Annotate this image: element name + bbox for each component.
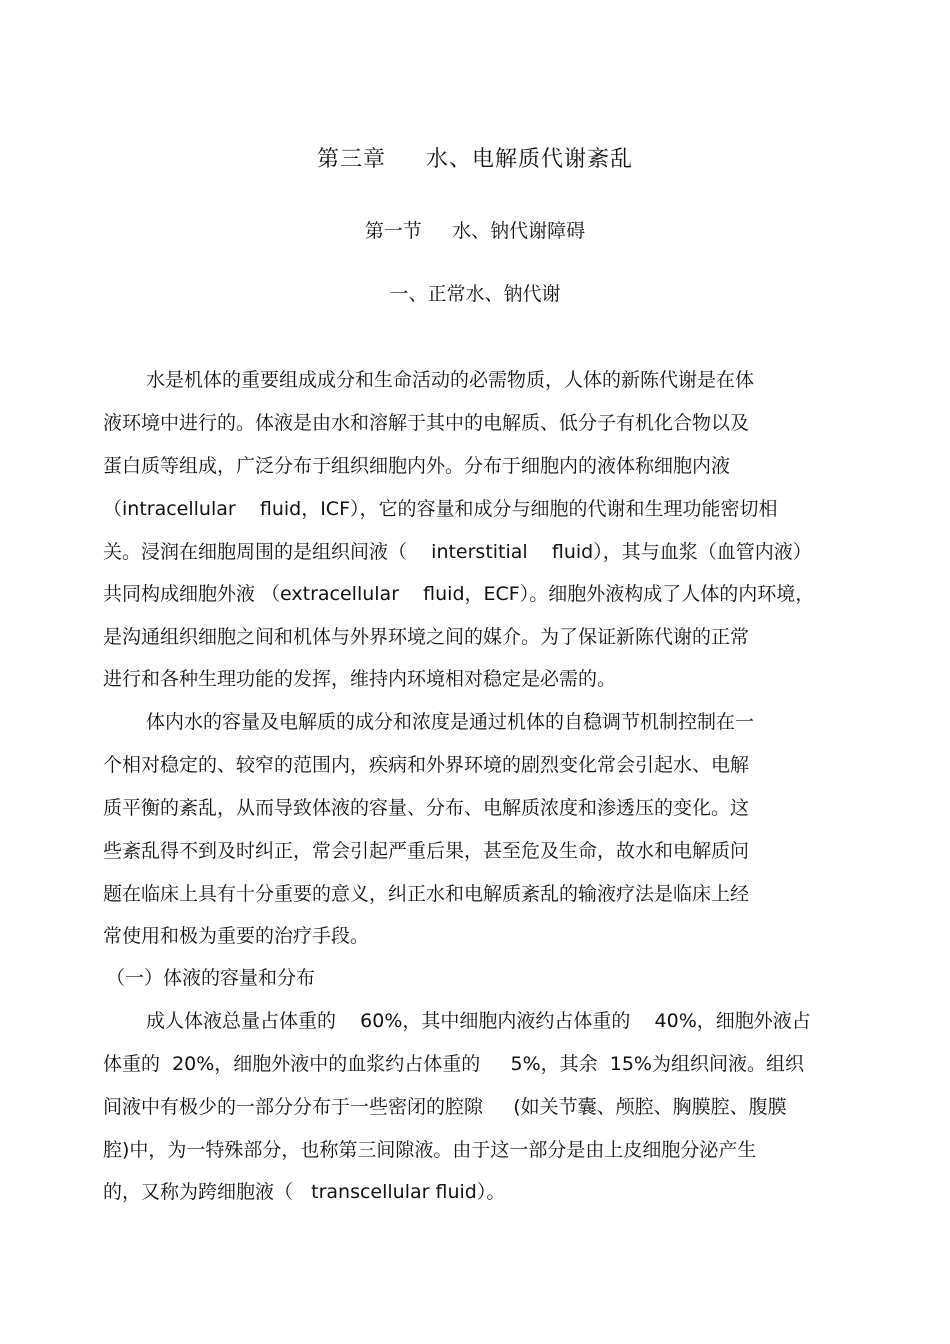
paragraph-line: 是沟通组织细胞之间和机体与外界环境之间的媒介。为了保证新陈代谢的正常: [103, 626, 750, 648]
section-title: 第一节 水、钠代谢障碍: [364, 220, 586, 242]
paragraph-line: 液环境中进行的。体液是由水和溶解于其中的电解质、低分子有机化合物以及: [103, 412, 750, 434]
paragraph-line: （intracellular fluid，ICF），它的容量和成分与细胞的代谢和生理功能密切相: [103, 498, 778, 520]
paragraph-line: 蛋白质等组成，广泛分布于组织细胞内外。分布于细胞内的液体称细胞内液: [103, 455, 731, 477]
paragraph-line: 题在临床上具有十分重要的意义，纠正水和电解质紊乱的输液疗法是临床上经: [103, 883, 750, 905]
paragraph-line: 间液中有极少的一部分分布于一些密闭的腔隙 (如关节囊、颅腔、胸膜腔、腹膜: [103, 1096, 787, 1118]
paragraph-line: 进行和各种生理功能的发挥，维持内环境相对稳定是必需的。: [103, 668, 617, 690]
paragraph-line: 共同构成细胞外液 （extracellular fluid，ECF）。细胞外液构成了人体的内环境，: [103, 583, 815, 605]
paragraph-line: 个相对稳定的、较窄的范围内，疾病和外界环境的剧烈变化常会引起水、电解: [103, 754, 750, 776]
subheading: （一）体液的容量和分布: [106, 967, 316, 989]
paragraph-line: 的，又称为跨细胞液（ transcellular fluid）。: [103, 1181, 506, 1203]
paragraph-line: 水是机体的重要组成成分和生命活动的必需物质，人体的新陈代谢是在体: [146, 369, 755, 391]
paragraph-line: 质平衡的紊乱，从而导致体液的容量、分布、电解质浓度和渗透压的变化。这: [103, 797, 750, 819]
paragraph-line: 体重的 20%，细胞外液中的血浆约占体重的 5%，其余 15%为组织间液。组织: [103, 1053, 804, 1075]
paragraph-line: 关。浸润在细胞周围的是组织间液（ interstitial fluid），其与血浆（血管内液）: [103, 541, 812, 563]
paragraph-line: 腔)中，为一特殊部分，也称第三间隙液。由于这一部分是由上皮细胞分泌产生: [103, 1139, 757, 1161]
paragraph-line: 体内水的容量及电解质的成分和浓度是通过机体的自稳调节机制控制在一: [146, 711, 755, 733]
paragraph-line: 常使用和极为重要的治疗手段。: [103, 925, 370, 947]
chapter-title: 第三章 水、电解质代谢紊乱: [317, 147, 633, 172]
paragraph-line: 成人体液总量占体重的 60%，其中细胞内液约占体重的 40%，细胞外液占: [146, 1010, 811, 1032]
subsection-title: 一、正常水、钠代谢: [389, 283, 561, 305]
paragraph-line: 些紊乱得不到及时纠正，常会引起严重后果，甚至危及生命，故水和电解质问: [103, 840, 750, 862]
